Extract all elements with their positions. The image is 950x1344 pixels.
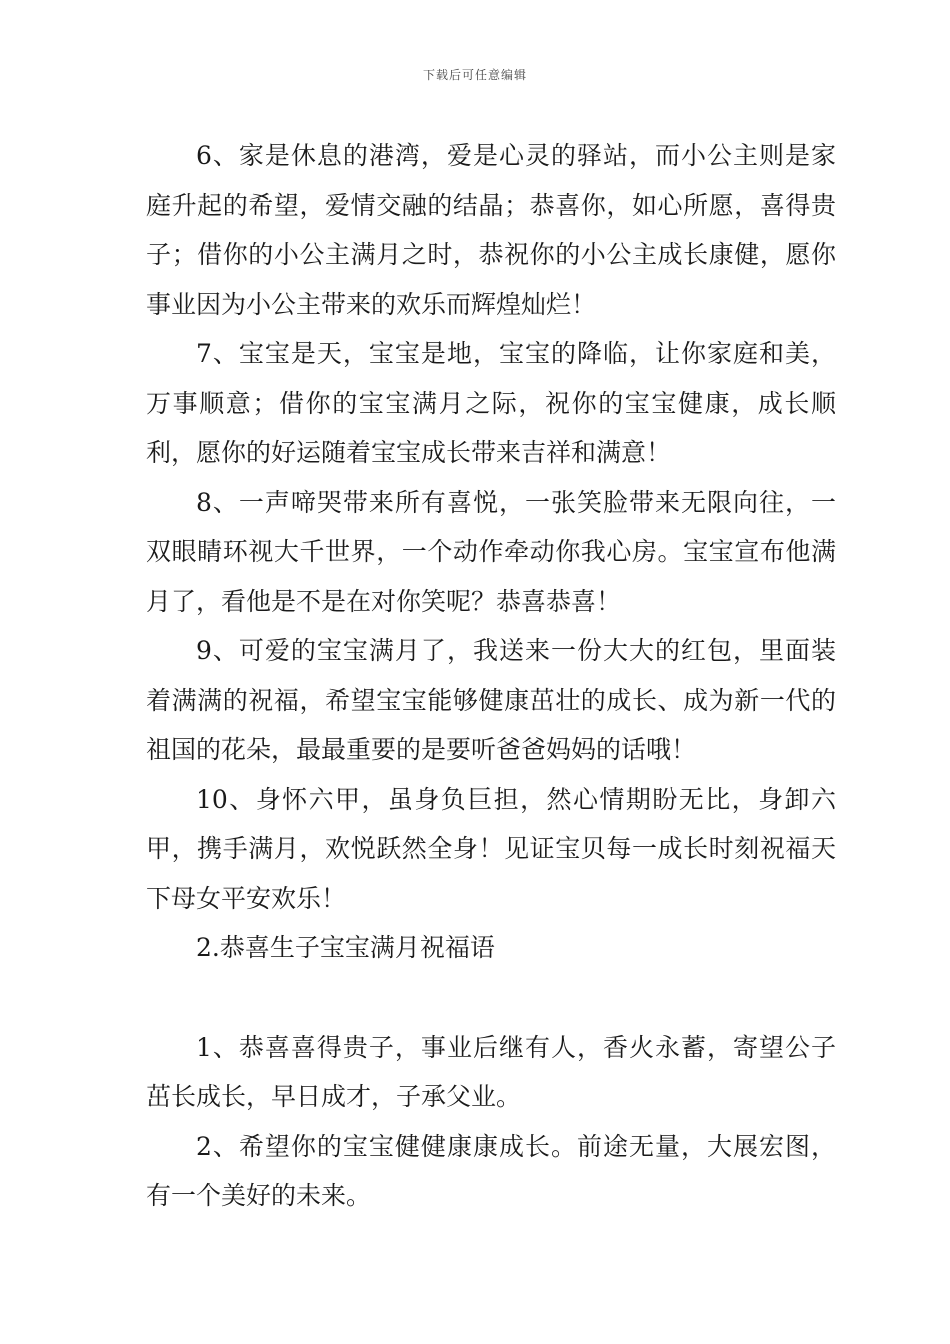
paragraph-6: 6、家是休息的港湾，爱是心灵的驿站，而小公主则是家庭升起的希望，爱情交融的结晶；恭喜你，如心所愿，喜得贵子；借你的小公主满月之时，恭祝你的小公主成长康健，愿你事业因为小公主带来的欢乐而辉煌灿烂！ (146, 141, 836, 319)
section-title: 2.恭喜生子宝宝满月祝福语 (196, 933, 495, 962)
page-header: 下载后可任意编辑 (422, 68, 527, 82)
paragraph-8: 8、一声啼哭带来所有喜悦，一张笑脸带来无限向往，一双眼睛环视大千世界，一个动作牵动你我心房。宝宝宣布他满月了，看他是不是在对你笑呢？恭喜恭喜！ (146, 487, 836, 616)
paragraph-s2-2: 2、希望你的宝宝健健康康成长。前途无量，大展宏图，有一个美好的未来。 (146, 1131, 836, 1210)
paragraph-9: 9、可爱的宝宝满月了，我送来一份大大的红包，里面装着满满的祝福，希望宝宝能够健康茁壮的成长、成为新一代的祖国的花朵，最最重要的是要听爸爸妈妈的话哦！ (146, 636, 836, 764)
paragraph-10: 10、身怀六甲，虽身负巨担，然心情期盼无比，身卸六甲，携手满月，欢悦跃然全身！见证宝贝每一成长时刻祝福天下母女平安欢乐！ (146, 784, 836, 913)
paragraph-s2-1: 1、恭喜喜得贵子，事业后继有人，香火永蓄，寄望公子茁长成长，早日成才，子承父业。 (146, 1032, 836, 1111)
paragraph-7: 7、宝宝是天，宝宝是地，宝宝的降临，让你家庭和美，万事顺意；借你的宝宝满月之际，祝你的宝宝健康，成长顺利，愿你的好运随着宝宝成长带来吉祥和满意！ (146, 339, 836, 467)
blank-line (146, 973, 836, 1023)
document-body (146, 131, 836, 1221)
